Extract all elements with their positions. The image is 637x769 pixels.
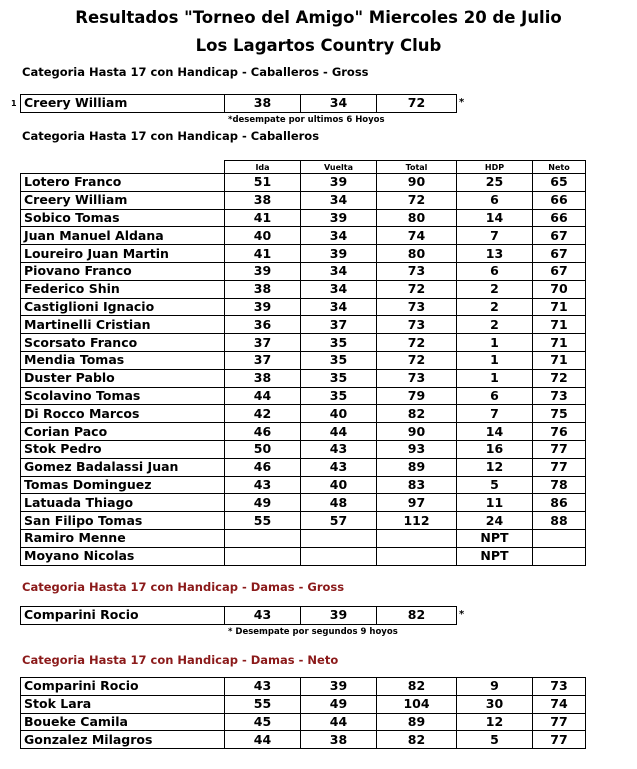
section-title-caballeros-gross: Categoria Hasta 17 con Handicap - Caballeros - Gross <box>22 65 369 79</box>
score-ida: 37 <box>225 351 301 369</box>
score-total <box>377 529 457 547</box>
score-hdp: 12 <box>457 713 533 731</box>
score-total: 72 <box>377 95 457 113</box>
score-hdp: 24 <box>457 512 533 530</box>
score-ida: 51 <box>225 174 301 192</box>
score-total: 89 <box>377 458 457 476</box>
score-vuelta: 39 <box>301 678 377 696</box>
score-hdp: 1 <box>457 369 533 387</box>
score-vuelta: 35 <box>301 334 377 352</box>
score-vuelta: 34 <box>301 262 377 280</box>
table-row <box>21 529 586 547</box>
header-blank-cell <box>21 161 225 174</box>
score-hdp: 6 <box>457 387 533 405</box>
score-vuelta: 34 <box>301 227 377 245</box>
score-total: 90 <box>377 174 457 192</box>
table-row <box>21 731 586 749</box>
score-total: 79 <box>377 387 457 405</box>
table-row <box>21 512 586 530</box>
score-ida: 46 <box>225 458 301 476</box>
score-neto <box>533 529 586 547</box>
table-row <box>21 245 586 263</box>
score-neto: 66 <box>533 191 586 209</box>
table-row <box>21 547 586 565</box>
column-header: Ida <box>225 161 301 174</box>
table-row <box>21 369 586 387</box>
score-vuelta: 39 <box>301 607 377 625</box>
table-row <box>21 351 586 369</box>
score-ida: 43 <box>225 678 301 696</box>
score-hdp: 16 <box>457 440 533 458</box>
player-name: Di Rocco Marcos <box>21 405 225 423</box>
score-vuelta: 44 <box>301 423 377 441</box>
table-row <box>21 174 586 192</box>
table-row <box>21 191 586 209</box>
score-hdp: 7 <box>457 405 533 423</box>
score-neto: 73 <box>533 678 586 696</box>
score-hdp: 2 <box>457 298 533 316</box>
score-hdp: NPT <box>457 547 533 565</box>
table-row <box>21 95 457 113</box>
score-neto: 67 <box>533 245 586 263</box>
score-vuelta: 39 <box>301 209 377 227</box>
score-hdp: 1 <box>457 334 533 352</box>
player-name: Sobico Tomas <box>21 209 225 227</box>
table-row <box>21 262 586 280</box>
player-name: Piovano Franco <box>21 262 225 280</box>
score-hdp: 6 <box>457 191 533 209</box>
tiebreak-note: * Desempate por segundos 9 hoyos <box>228 627 398 637</box>
player-name: Comparini Rocio <box>21 678 225 696</box>
score-ida: 43 <box>225 476 301 494</box>
score-total: 97 <box>377 494 457 512</box>
score-hdp: 14 <box>457 209 533 227</box>
score-ida: 38 <box>225 95 301 113</box>
score-ida: 49 <box>225 494 301 512</box>
player-name: Scorsato Franco <box>21 334 225 352</box>
score-vuelta: 39 <box>301 245 377 263</box>
score-neto: 67 <box>533 262 586 280</box>
table-row <box>21 227 586 245</box>
table-row <box>21 316 586 334</box>
score-neto: 72 <box>533 369 586 387</box>
section-title-damas-neto: Categoria Hasta 17 con Handicap - Damas - Neto <box>22 653 339 667</box>
player-name: Stok Pedro <box>21 440 225 458</box>
score-total: 90 <box>377 423 457 441</box>
column-header: Total <box>377 161 457 174</box>
score-neto: 65 <box>533 174 586 192</box>
score-ida <box>225 529 301 547</box>
document-title: Resultados "Torneo del Amigo" Miercoles 20 de Julio <box>75 8 562 27</box>
player-name: Juan Manuel Aldana <box>21 227 225 245</box>
player-name: Corian Paco <box>21 423 225 441</box>
score-vuelta: 35 <box>301 369 377 387</box>
score-ida: 36 <box>225 316 301 334</box>
score-ida: 40 <box>225 227 301 245</box>
player-name: Moyano Nicolas <box>21 547 225 565</box>
section-title-damas-gross: Categoria Hasta 17 con Handicap - Damas - Gross <box>22 580 345 594</box>
table-header-row <box>21 161 586 174</box>
score-total: 72 <box>377 280 457 298</box>
player-name: Castiglioni Ignacio <box>21 298 225 316</box>
score-vuelta: 43 <box>301 440 377 458</box>
column-header: Vuelta <box>301 161 377 174</box>
score-hdp: 9 <box>457 678 533 696</box>
gross-caballeros-table <box>20 94 457 113</box>
table-row <box>21 423 586 441</box>
score-ida: 41 <box>225 245 301 263</box>
caballeros-table <box>20 160 586 566</box>
score-vuelta <box>301 529 377 547</box>
score-total: 72 <box>377 351 457 369</box>
score-hdp: 14 <box>457 423 533 441</box>
table-row <box>21 440 586 458</box>
table-row <box>21 334 586 352</box>
score-total: 82 <box>377 405 457 423</box>
table-row <box>21 607 457 625</box>
score-ida: 45 <box>225 713 301 731</box>
score-neto: 71 <box>533 334 586 352</box>
score-neto: 77 <box>533 440 586 458</box>
score-vuelta: 39 <box>301 174 377 192</box>
score-vuelta: 37 <box>301 316 377 334</box>
score-ida: 55 <box>225 512 301 530</box>
score-hdp: 5 <box>457 476 533 494</box>
score-ida: 46 <box>225 423 301 441</box>
score-hdp: 11 <box>457 494 533 512</box>
score-ida: 38 <box>225 191 301 209</box>
score-total: 73 <box>377 262 457 280</box>
score-hdp: 12 <box>457 458 533 476</box>
score-vuelta: 48 <box>301 494 377 512</box>
score-vuelta: 38 <box>301 731 377 749</box>
score-neto: 67 <box>533 227 586 245</box>
score-hdp: 13 <box>457 245 533 263</box>
score-ida: 44 <box>225 387 301 405</box>
score-vuelta <box>301 547 377 565</box>
score-vuelta: 34 <box>301 298 377 316</box>
player-name: Mendia Tomas <box>21 351 225 369</box>
score-total: 83 <box>377 476 457 494</box>
table-row <box>21 476 586 494</box>
score-total: 82 <box>377 731 457 749</box>
score-neto: 77 <box>533 713 586 731</box>
score-neto: 78 <box>533 476 586 494</box>
section-title-caballeros: Categoria Hasta 17 con Handicap - Caballeros <box>22 129 320 143</box>
table-row <box>21 405 586 423</box>
score-neto <box>533 547 586 565</box>
score-ida: 43 <box>225 607 301 625</box>
position-number: 1 <box>11 99 17 108</box>
score-total: 112 <box>377 512 457 530</box>
player-name: Stok Lara <box>21 695 225 713</box>
score-hdp: 1 <box>457 351 533 369</box>
score-vuelta: 35 <box>301 351 377 369</box>
table-row <box>21 695 586 713</box>
score-ida: 44 <box>225 731 301 749</box>
score-neto: 76 <box>533 423 586 441</box>
table-row <box>21 678 586 696</box>
score-neto: 71 <box>533 298 586 316</box>
table-row <box>21 209 586 227</box>
player-name: Tomas Dominguez <box>21 476 225 494</box>
score-neto: 77 <box>533 731 586 749</box>
column-header: HDP <box>457 161 533 174</box>
score-neto: 73 <box>533 387 586 405</box>
damas-gross-table <box>20 606 457 625</box>
score-neto: 66 <box>533 209 586 227</box>
table-row <box>21 280 586 298</box>
player-name: Scolavino Tomas <box>21 387 225 405</box>
player-name: Lotero Franco <box>21 174 225 192</box>
score-total: 82 <box>377 678 457 696</box>
score-total: 89 <box>377 713 457 731</box>
score-total <box>377 547 457 565</box>
player-name: Loureiro Juan Martin <box>21 245 225 263</box>
player-name: San Filipo Tomas <box>21 512 225 530</box>
score-hdp: 6 <box>457 262 533 280</box>
score-total: 80 <box>377 209 457 227</box>
score-vuelta: 40 <box>301 405 377 423</box>
player-name: Boueke Camila <box>21 713 225 731</box>
score-neto: 74 <box>533 695 586 713</box>
score-total: 72 <box>377 191 457 209</box>
score-total: 73 <box>377 316 457 334</box>
player-name: Comparini Rocio <box>21 607 225 625</box>
score-total: 82 <box>377 607 457 625</box>
score-hdp: 25 <box>457 174 533 192</box>
score-neto: 88 <box>533 512 586 530</box>
score-vuelta: 34 <box>301 191 377 209</box>
score-total: 74 <box>377 227 457 245</box>
score-vuelta: 49 <box>301 695 377 713</box>
score-hdp: 5 <box>457 731 533 749</box>
score-vuelta: 34 <box>301 95 377 113</box>
score-vuelta: 40 <box>301 476 377 494</box>
score-hdp: 30 <box>457 695 533 713</box>
score-ida: 50 <box>225 440 301 458</box>
score-total: 73 <box>377 298 457 316</box>
score-vuelta: 43 <box>301 458 377 476</box>
player-name: Latuada Thiago <box>21 494 225 512</box>
score-vuelta: 34 <box>301 280 377 298</box>
asterisk-mark: * <box>459 97 465 108</box>
player-name: Gomez Badalassi Juan <box>21 458 225 476</box>
score-total: 72 <box>377 334 457 352</box>
column-header: Neto <box>533 161 586 174</box>
score-ida: 37 <box>225 334 301 352</box>
player-name: Ramiro Menne <box>21 529 225 547</box>
tiebreak-note: *desempate por ultimos 6 Hoyos <box>228 115 385 125</box>
score-total: 80 <box>377 245 457 263</box>
score-total: 104 <box>377 695 457 713</box>
score-hdp: 2 <box>457 316 533 334</box>
score-neto: 71 <box>533 351 586 369</box>
score-ida: 38 <box>225 369 301 387</box>
score-vuelta: 44 <box>301 713 377 731</box>
score-total: 73 <box>377 369 457 387</box>
score-ida: 41 <box>225 209 301 227</box>
score-neto: 77 <box>533 458 586 476</box>
asterisk-mark: * <box>459 609 465 620</box>
player-name: Creery William <box>21 191 225 209</box>
score-hdp: NPT <box>457 529 533 547</box>
score-ida: 39 <box>225 298 301 316</box>
score-ida: 38 <box>225 280 301 298</box>
player-name: Federico Shin <box>21 280 225 298</box>
document-subtitle: Los Lagartos Country Club <box>195 36 442 55</box>
table-row <box>21 713 586 731</box>
table-row <box>21 458 586 476</box>
score-ida: 39 <box>225 262 301 280</box>
score-neto: 70 <box>533 280 586 298</box>
score-hdp: 2 <box>457 280 533 298</box>
score-neto: 86 <box>533 494 586 512</box>
damas-neto-table <box>20 677 586 749</box>
player-name: Duster Pablo <box>21 369 225 387</box>
player-name: Martinelli Cristian <box>21 316 225 334</box>
score-neto: 71 <box>533 316 586 334</box>
score-vuelta: 57 <box>301 512 377 530</box>
player-name: Creery William <box>21 95 225 113</box>
table-row <box>21 298 586 316</box>
score-ida <box>225 547 301 565</box>
player-name: Gonzalez Milagros <box>21 731 225 749</box>
score-vuelta: 35 <box>301 387 377 405</box>
score-total: 93 <box>377 440 457 458</box>
table-row <box>21 494 586 512</box>
table-row <box>21 387 586 405</box>
score-neto: 75 <box>533 405 586 423</box>
score-ida: 42 <box>225 405 301 423</box>
score-hdp: 7 <box>457 227 533 245</box>
score-ida: 55 <box>225 695 301 713</box>
